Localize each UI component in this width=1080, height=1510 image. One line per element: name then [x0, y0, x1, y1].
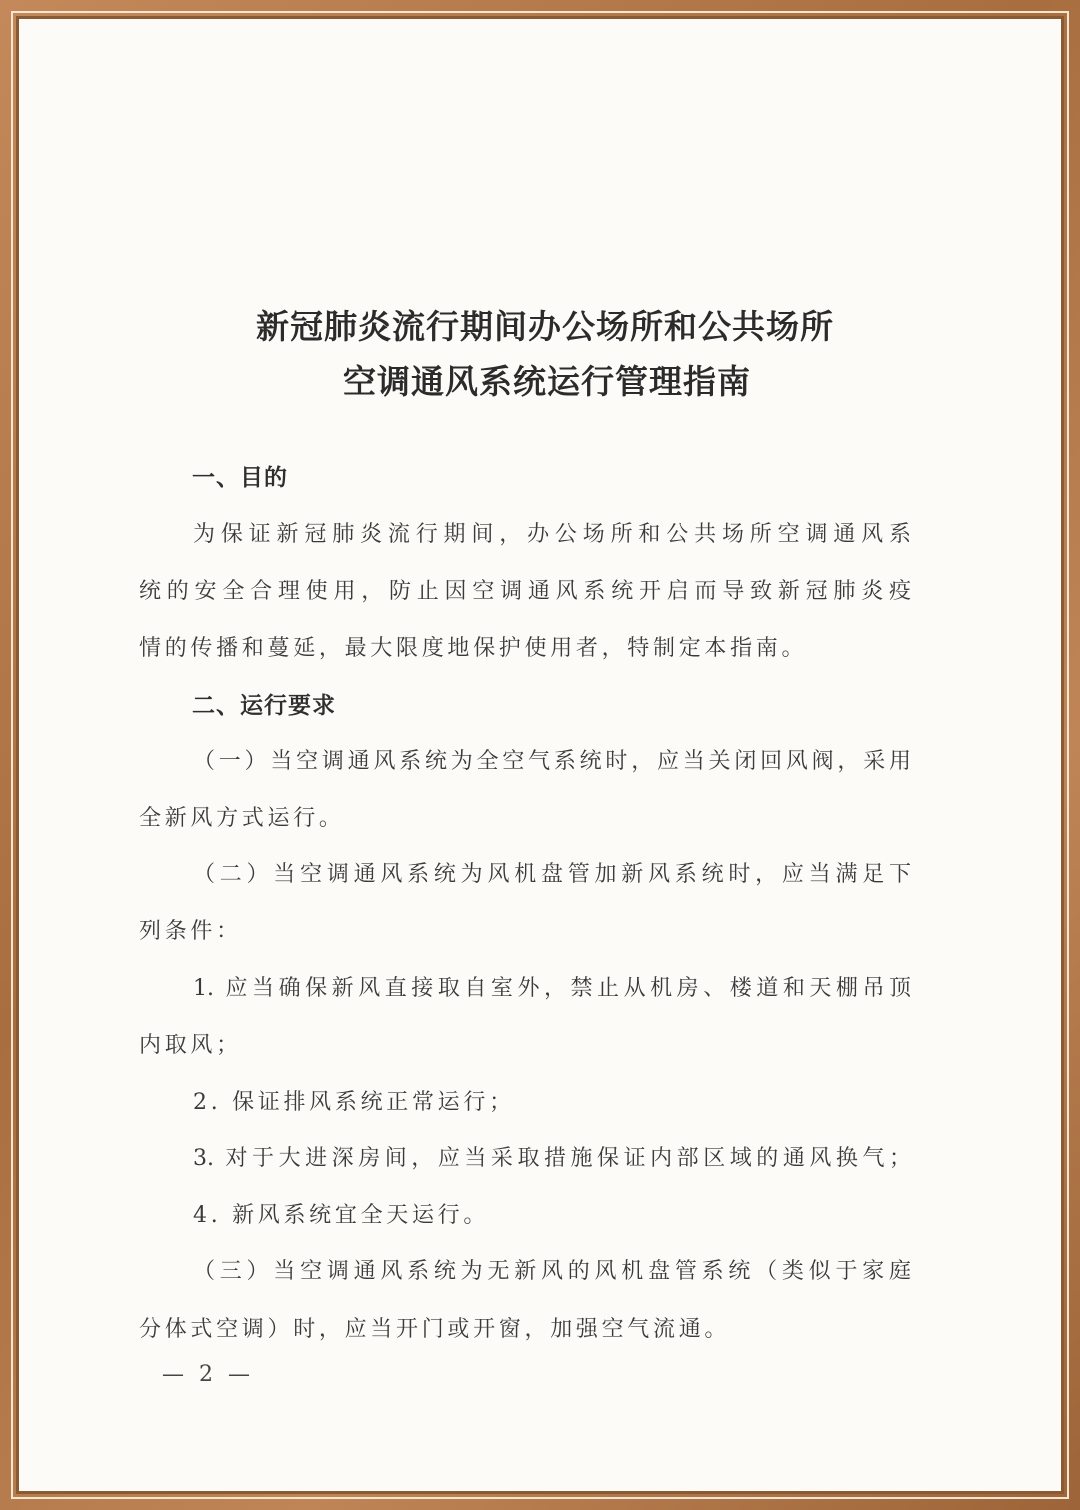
document-title-line-1: 新冠肺炎流行期间办公场所和公共场所 — [256, 307, 834, 346]
paragraph-line: 列条件： — [139, 919, 242, 944]
paragraph-line: 内取风； — [139, 1033, 242, 1058]
paragraph-line: 3. 对于大进深房间，应当采取措施保证内部区域的通风换气； — [193, 1146, 911, 1171]
paragraph-line: 4. 新风系统宜全天运行。 — [193, 1203, 490, 1228]
paragraph-line: （三）当空调通风系统为无新风的风机盘管系统（类似于家庭 — [193, 1259, 911, 1284]
paragraph-line: 2. 保证排风系统正常运行； — [193, 1090, 515, 1115]
section-heading-requirements: 二、运行要求 — [192, 692, 336, 719]
document-title-line-2: 空调通风系统运行管理指南 — [343, 362, 751, 401]
paragraph-line: （二）当空调通风系统为风机盘管加新风系统时，应当满足下 — [193, 862, 911, 887]
paragraph-line: 全新风方式运行。 — [139, 806, 345, 831]
paragraph-line: 统的安全合理使用，防止因空调通风系统开启而导致新冠肺炎疫 — [139, 579, 911, 604]
document-page — [19, 19, 1061, 1491]
paragraph-line: （一）当空调通风系统为全空气系统时，应当关闭回风阀，采用 — [193, 749, 911, 774]
paragraph-line: 1. 应当确保新风直接取自室外，禁止从机房、楼道和天棚吊顶 — [193, 976, 911, 1001]
paragraph-line: 分体式空调）时，应当开门或开窗，加强空气流通。 — [139, 1317, 731, 1342]
paragraph-line: 情的传播和蔓延，最大限度地保护使用者，特制定本指南。 — [139, 636, 808, 661]
paragraph-line: 为保证新冠肺炎流行期间，办公场所和公共场所空调通风系 — [193, 522, 911, 547]
page-number: — 2 — — [162, 1362, 254, 1387]
section-heading-purpose: 一、目的 — [192, 464, 288, 491]
